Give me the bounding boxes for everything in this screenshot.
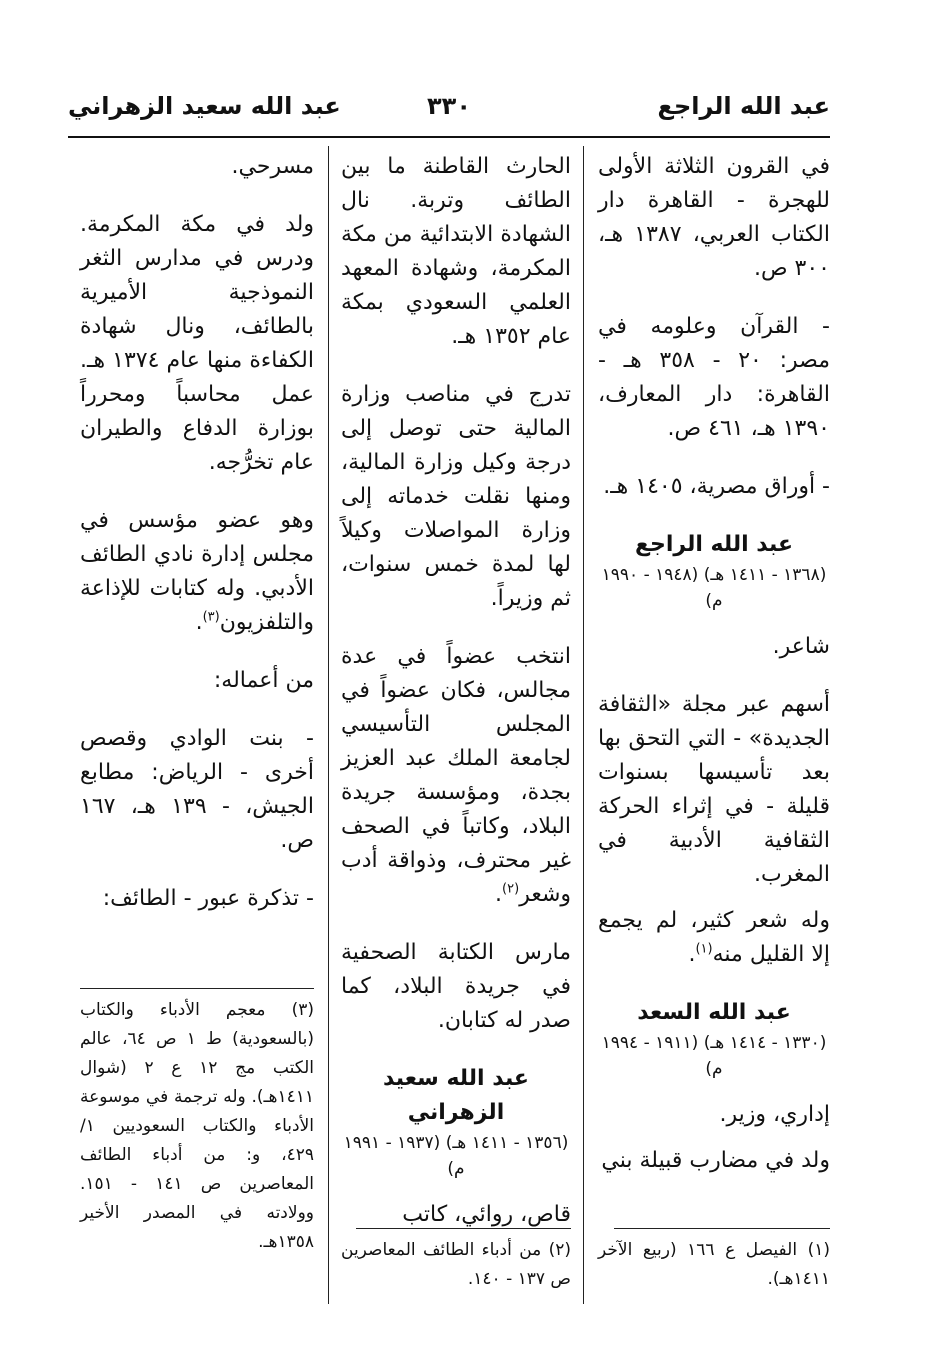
continuation-text: في القرون الثلاثة الأولى للهجرة - القاهرة دار الكتاب العربي، ١٣٨٧ هـ، ٣٠٠ ص. bbox=[598, 154, 830, 281]
header-divider bbox=[68, 136, 830, 138]
works-label: من أعماله: bbox=[213, 668, 314, 693]
column-divider-left bbox=[328, 146, 329, 1304]
entry-paragraph: ولد في مكة المكرمة. ودرس في مدارس الثغر النموذجية الأميرية بالطائف، ونال شهادة الكفاءة منها عام ١٣٧٤ هـ. عمل محاسباً ومحرراً بوزارة الدفاع والطيران عام تخرُّجه. bbox=[80, 212, 314, 475]
footnote-left bbox=[80, 996, 314, 1257]
paragraph-text: وله شعر كثير، لم يجمع إلا القليل منه bbox=[598, 908, 830, 967]
work-item: - تذكرة عبور - الطائف: bbox=[102, 886, 314, 911]
entry-dates: (١٣٦٨ - ١٤١١ هـ) (١٩٤٨ - ١٩٩٠ م) bbox=[601, 565, 827, 611]
paragraph-text: انتخب عضواً في عدة مجالس، فكان عضواً في المجلس التأسيسي لجامعة الملك عبد العزيز بجدة، ومؤسسة جريدة البلاد، وكاتباً في الصحف غير محترف، وذواقة أدب وشعر bbox=[341, 644, 571, 907]
entry-paragraph bbox=[341, 640, 571, 912]
header-right-name: عبد الله الراجع bbox=[657, 92, 830, 120]
entry-role-continuation: مسرحي. bbox=[231, 154, 314, 179]
footnote-right bbox=[598, 1236, 830, 1294]
footnote-text: (١) الفيصل ع ١٦٦ (ربيع الآخر ١٤١١هـ). bbox=[598, 1240, 830, 1289]
footnote-divider bbox=[356, 1228, 571, 1229]
footnote-middle bbox=[341, 1236, 571, 1294]
work-item: - بنت الوادي وقصص أخرى - الرياض: مطابع الجيش، - ١٣٩ هـ، ١٦٧ ص. bbox=[80, 726, 314, 853]
work-item: - أوراق مصرية، ١٤٠٥ هـ. bbox=[603, 474, 830, 499]
footnote-ref: (٢) bbox=[502, 881, 520, 897]
entry-dates: (١٣٣٠ - ١٤١٤ هـ) (١٩١١ - ١٩٩٤ م) bbox=[601, 1033, 827, 1079]
footnote-text: (٢) من أدباء الطائف المعاصرين ص ١٣٧ - ١٤٠. bbox=[341, 1240, 571, 1289]
column-divider-right bbox=[583, 146, 584, 1304]
paragraph-end: . bbox=[688, 942, 696, 967]
entry-name: عبد الله الراجع bbox=[634, 532, 794, 557]
entry-dates: (١٣٥٦ - ١٤١١ هـ) (١٩٣٧ - ١٩٩١ م) bbox=[343, 1133, 569, 1179]
entry-paragraph: الحارث القاطنة ما بين الطائف وتربة. نال الشهادة الابتدائية من مكة المكرمة، وشهادة المعهد العلمي السعودي بمكة عام ١٣٥٢ هـ. bbox=[341, 154, 571, 349]
footnote-text: (٣) معجم الأدباء والكتاب (بالسعودية) ط ١ ص ٦٤، عالم الكتب مج ١٢ ع ٢ (شوال ١٤١١هـ). وله ترجمة في موسوعة الأدباء والكتاب السعوديين ١/ ٤٢٩، و: من أدباء الطائف المعاصرين ص ١٤١ - ١٥١. وولادته في المصدر الأخير ١٣٥٨هـ. bbox=[80, 1000, 314, 1252]
paragraph-end: . bbox=[495, 882, 503, 907]
work-item: - القرآن وعلومه في مصر: ٢٠ - ٣٥٨ هـ - القاهرة: دار المعارف، ١٣٩٠ هـ، ٤٦١ ص. bbox=[598, 314, 830, 441]
entry-paragraph bbox=[598, 904, 830, 972]
footnote-divider bbox=[80, 988, 314, 989]
running-header bbox=[68, 86, 830, 130]
entry-paragraph: مارس الكتابة الصحفية في جريدة البلاد، كما صدر له كتابان. bbox=[341, 940, 571, 1033]
entry-paragraph: ولد في مضارب قبيلة بني bbox=[601, 1148, 830, 1173]
paragraph-end: . bbox=[195, 610, 203, 635]
entry-paragraph: أسهم عبر مجلة «الثقافة الجديدة» - التي التحق بها بعد تأسيسها بسنوات قليلة - في إثراء الحركة الثقافية الأدبية في المغرب. bbox=[598, 692, 830, 887]
entry-paragraph: تدرج في مناصب وزارة المالية حتى توصل إلى درجة وكيل وزارة المالية، ومنها نقلت خدماته إلى وزارة المواصلات وكيلاً لها لمدة خمس سنوات، ثم وزيراً. bbox=[341, 382, 571, 611]
column-right bbox=[598, 150, 830, 1202]
entry-name: عبد الله سعيد الزهراني bbox=[383, 1066, 529, 1125]
entry-role: قاص، روائي، كاتب bbox=[402, 1202, 571, 1227]
footnote-divider bbox=[614, 1228, 830, 1229]
entry-role: شاعر. bbox=[772, 634, 830, 659]
page-number: ٣٣٠ bbox=[427, 92, 471, 120]
paragraph-text: وهو عضو مؤسس في مجلس إدارة نادي الطائف الأدبي. وله كتابات للإذاعة والتلفزيون bbox=[80, 508, 314, 635]
entry-name: عبد الله السعد bbox=[637, 1000, 791, 1025]
footnote-ref: (١) bbox=[695, 941, 713, 957]
entry-paragraph bbox=[80, 504, 314, 640]
footnote-ref: (٣) bbox=[202, 609, 220, 625]
entry-role: إداري، وزير. bbox=[719, 1102, 830, 1127]
column-left bbox=[80, 150, 314, 940]
header-left-name: عبد الله سعيد الزهراني bbox=[68, 92, 341, 120]
column-middle bbox=[341, 150, 571, 1256]
